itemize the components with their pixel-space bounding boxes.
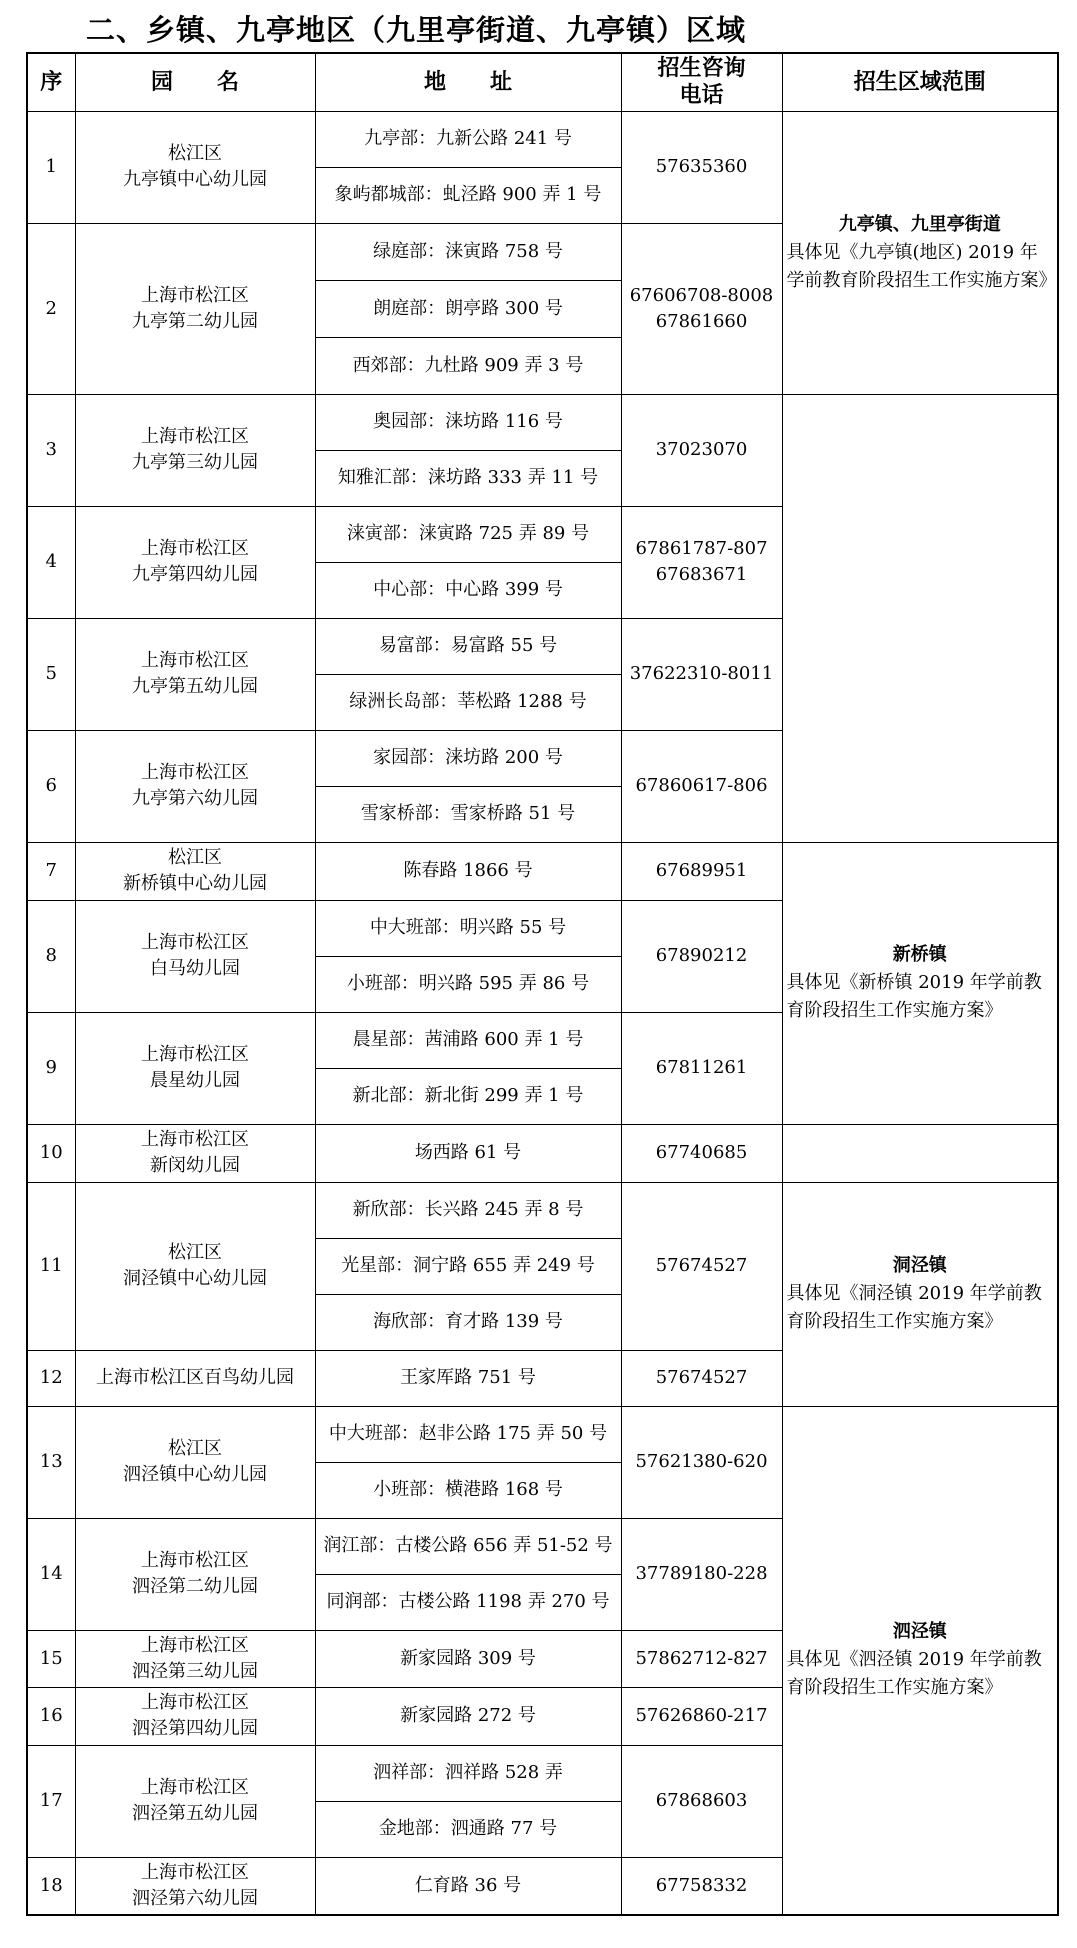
region-cell	[782, 1406, 1058, 1915]
kindergarten-name: 松江区 泗泾镇中心幼儿园	[75, 1406, 315, 1518]
address-cell: 仁育路 36 号	[315, 1857, 621, 1915]
kindergarten-name: 松江区 洞泾镇中心幼儿园	[75, 1182, 315, 1350]
row-index: 16	[27, 1687, 75, 1745]
kindergarten-name: 上海市松江区 九亭第四幼儿园	[75, 506, 315, 618]
table-row	[27, 842, 1058, 900]
row-index: 15	[27, 1630, 75, 1687]
address-cell: 新家园路 309 号	[315, 1630, 621, 1687]
address-cell: 九亭部：九新公路 241 号	[315, 111, 621, 167]
address-cell: 中心部：中心路 399 号	[315, 562, 621, 618]
phone-cell: 67689951	[621, 842, 782, 900]
region-title: 泗泾镇	[892, 1621, 947, 1643]
address-cell: 光星部：洞宁路 655 弄 249 号	[315, 1238, 621, 1294]
address-cell: 朗庭部：朗亭路 300 号	[315, 280, 621, 337]
kindergarten-name: 上海市松江区 新闵幼儿园	[75, 1124, 315, 1182]
address-cell: 晨星部：茜浦路 600 弄 1 号	[315, 1012, 621, 1068]
kindergarten-name: 上海市松江区 九亭第二幼儿园	[75, 223, 315, 394]
kindergarten-name: 上海市松江区 九亭第五幼儿园	[75, 618, 315, 730]
address-cell: 泗祥部：泗祥路 528 弄	[315, 1745, 621, 1801]
region-text: 具体见《泗泾镇 2019 年学前教育阶段招生工作实施方案》	[786, 1649, 1042, 1699]
phone-cell: 67861787-807 67683671	[621, 506, 782, 618]
phone-cell: 37023070	[621, 394, 782, 506]
row-index: 14	[27, 1518, 75, 1630]
address-cell: 新家园路 272 号	[315, 1687, 621, 1745]
address-cell: 绿庭部：涞寅路 758 号	[315, 223, 621, 280]
phone-cell: 57674527	[621, 1350, 782, 1406]
phone-cell: 67606708-8008 67861660	[621, 223, 782, 394]
kindergarten-name: 上海市松江区 晨星幼儿园	[75, 1012, 315, 1124]
table-row	[27, 1124, 1058, 1182]
phone-cell: 67758332	[621, 1857, 782, 1915]
address-cell: 中大班部：明兴路 55 号	[315, 900, 621, 956]
kindergarten-name: 上海市松江区 泗泾第二幼儿园	[75, 1518, 315, 1630]
kindergarten-name: 松江区 九亭镇中心幼儿园	[75, 111, 315, 223]
address-cell: 王家厍路 751 号	[315, 1350, 621, 1406]
phone-cell: 57635360	[621, 111, 782, 223]
phone-cell: 67868603	[621, 1745, 782, 1857]
region-text: 具体见《洞泾镇 2019 年学前教育阶段招生工作实施方案》	[786, 1283, 1042, 1332]
table-row	[27, 1406, 1058, 1462]
address-cell: 象屿都城部：虬泾路 900 弄 1 号	[315, 167, 621, 223]
address-cell: 海欣部：育才路 139 号	[315, 1294, 621, 1350]
address-cell: 场西路 61 号	[315, 1124, 621, 1182]
header-index: 序	[27, 53, 75, 111]
header-address: 地 址	[315, 53, 621, 111]
phone-cell: 37622310-8011	[621, 618, 782, 730]
row-index: 1	[27, 111, 75, 223]
address-cell: 同润部：古楼公路 1198 弄 270 号	[315, 1574, 621, 1630]
row-index: 10	[27, 1124, 75, 1182]
region-text: 具体见《九亭镇(地区) 2019 年学前教育阶段招生工作实施方案》	[786, 241, 1057, 291]
address-cell: 易富部：易富路 55 号	[315, 618, 621, 674]
address-cell: 涞寅部：涞寅路 725 弄 89 号	[315, 506, 621, 562]
address-cell: 中大班部：赵非公路 175 弄 50 号	[315, 1406, 621, 1462]
phone-cell: 37789180-228	[621, 1518, 782, 1630]
kindergarten-table	[26, 52, 1059, 1916]
kindergarten-name: 上海市松江区 泗泾第四幼儿园	[75, 1687, 315, 1745]
address-cell: 陈春路 1866 号	[315, 842, 621, 900]
phone-cell: 67860617-806	[621, 730, 782, 842]
address-cell: 新欣部：长兴路 245 弄 8 号	[315, 1182, 621, 1238]
row-index: 12	[27, 1350, 75, 1406]
phone-cell: 67890212	[621, 900, 782, 1012]
table-row	[27, 1182, 1058, 1238]
kindergarten-name: 上海市松江区百鸟幼儿园	[75, 1350, 315, 1406]
row-index: 4	[27, 506, 75, 618]
address-cell: 家园部：涞坊路 200 号	[315, 730, 621, 786]
header-phone: 招生咨询 电话	[621, 53, 782, 111]
address-cell: 小班部：横港路 168 号	[315, 1462, 621, 1518]
region-cell	[782, 111, 1058, 394]
row-index: 3	[27, 394, 75, 506]
address-cell: 雪家桥部：雪家桥路 51 号	[315, 786, 621, 842]
row-index: 18	[27, 1857, 75, 1915]
table-row	[27, 394, 1058, 450]
phone-cell: 67740685	[621, 1124, 782, 1182]
address-cell: 绿洲长岛部：莘松路 1288 号	[315, 674, 621, 730]
address-cell: 新北部：新北街 299 弄 1 号	[315, 1068, 621, 1124]
region-title: 新桥镇	[892, 944, 947, 965]
phone-cell: 57862712-827	[621, 1630, 782, 1687]
kindergarten-name: 上海市松江区 九亭第三幼儿园	[75, 394, 315, 506]
address-cell: 奥园部：涞坊路 116 号	[315, 394, 621, 450]
table-header-row	[27, 53, 1058, 111]
row-index: 6	[27, 730, 75, 842]
row-index: 5	[27, 618, 75, 730]
region-title: 洞泾镇	[892, 1255, 947, 1276]
region-text: 具体见《新桥镇 2019 年学前教育阶段招生工作实施方案》	[786, 972, 1042, 1021]
kindergarten-name: 上海市松江区 九亭第六幼儿园	[75, 730, 315, 842]
phone-cell: 57674527	[621, 1182, 782, 1350]
address-cell: 小班部：明兴路 595 弄 86 号	[315, 956, 621, 1012]
region-cell	[782, 842, 1058, 1124]
kindergarten-name: 上海市松江区 白马幼儿园	[75, 900, 315, 1012]
address-cell: 金地部：泗通路 77 号	[315, 1801, 621, 1857]
phone-cell: 57621380-620	[621, 1406, 782, 1518]
kindergarten-name: 松江区 新桥镇中心幼儿园	[75, 842, 315, 900]
kindergarten-name: 上海市松江区 泗泾第五幼儿园	[75, 1745, 315, 1857]
header-name: 园 名	[75, 53, 315, 111]
kindergarten-name: 上海市松江区 泗泾第六幼儿园	[75, 1857, 315, 1915]
kindergarten-name: 上海市松江区 泗泾第三幼儿园	[75, 1630, 315, 1687]
row-index: 13	[27, 1406, 75, 1518]
region-title: 九亭镇、九里亭街道	[838, 213, 1001, 235]
address-cell: 知雅汇部：涞坊路 333 弄 11 号	[315, 450, 621, 506]
row-index: 2	[27, 223, 75, 394]
page-title: 二、乡镇、九亭地区（九里亭街道、九亭镇）区域	[86, 13, 747, 47]
row-index: 8	[27, 900, 75, 1012]
region-cell	[782, 1182, 1058, 1406]
phone-cell: 67811261	[621, 1012, 782, 1124]
phone-cell: 57626860-217	[621, 1687, 782, 1745]
address-cell: 西郊部：九杜路 909 弄 3 号	[315, 337, 621, 394]
row-index: 17	[27, 1745, 75, 1857]
row-index: 11	[27, 1182, 75, 1350]
header-region: 招生区域范围	[782, 53, 1058, 111]
region-cell-empty	[782, 394, 1058, 842]
row-index: 9	[27, 1012, 75, 1124]
table-row	[27, 111, 1058, 167]
address-cell: 润江部：古楼公路 656 弄 51-52 号	[315, 1518, 621, 1574]
row-index: 7	[27, 842, 75, 900]
